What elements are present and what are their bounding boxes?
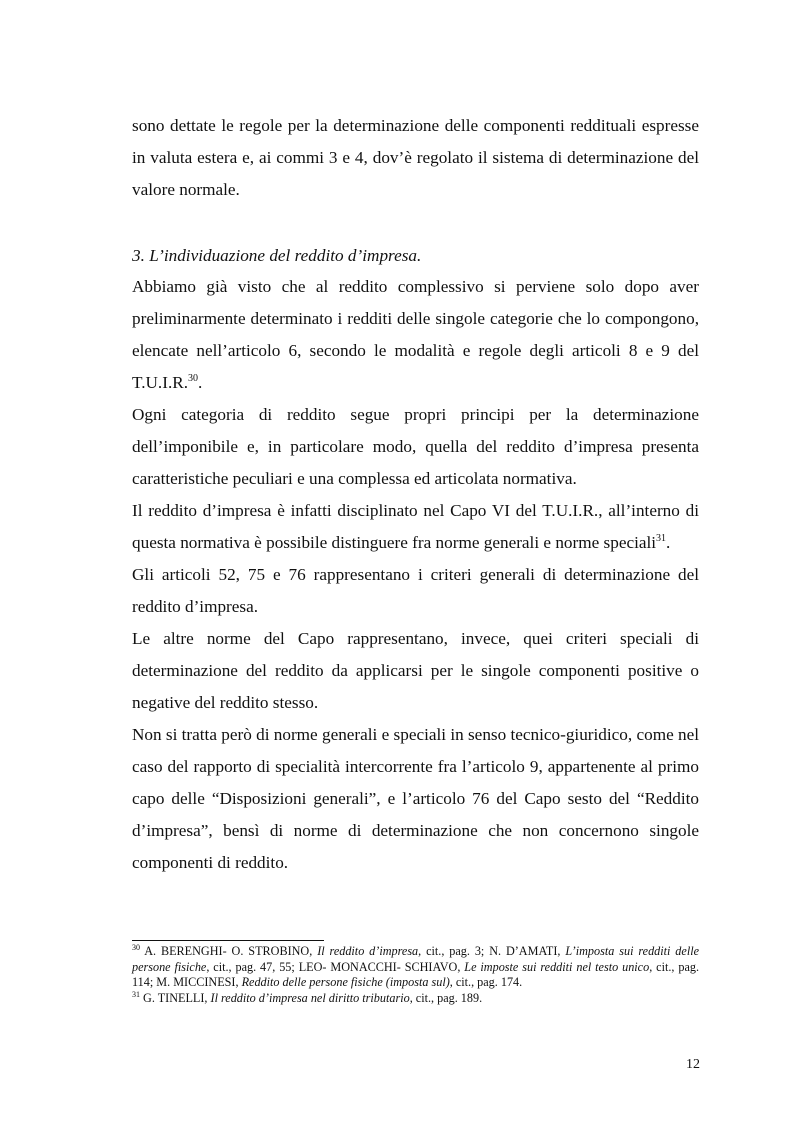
- section-heading: 3. L’individuazione del reddito d’impresa.: [132, 246, 422, 265]
- footnote-30-title-1: Il reddito d’impresa: [317, 944, 419, 958]
- footnote-30-number: 30: [132, 943, 140, 952]
- footnote-30-title-4: Reddito delle persone fisiche (imposta sul): [241, 975, 450, 989]
- footnote-30-author-1: A. BERENGHI- O. STROBINO,: [140, 944, 318, 958]
- footnote-30-author-4: , cit., pag. 114; M. MICCINESI,: [132, 959, 699, 989]
- footnote-31-title: Il reddito d’impresa nel diritto tributario: [210, 990, 410, 1005]
- footnote-30-author-3: , cit., pag. 47, 55; LEO- MONACCHI- SCHIAVO,: [206, 959, 465, 974]
- paragraph-1-text: Abbiamo già visto che al reddito complessivo si perviene solo dopo aver preliminarmente determinato i redditi delle singole categorie che lo compongono, elencate nell’articolo 6, secondo le modalità e regole degli articoli 8 e 9 del T.U.I.R.: [132, 277, 699, 392]
- paragraph-6: Non si tratta però di norme generali e speciali in senso tecnico-giuridico, come nel caso del rapporto di specialità intercorrente fra l’articolo 9, appartenente al primo capo delle “Disposizioni generali”, e l’articolo 76 del Capo sesto del “Reddito d’impresa”, bensì di norme di determinazione che non concernono singole componenti di reddito.: [132, 725, 699, 872]
- footnote-30-author-2: , cit., pag. 3; N. D’AMATI,: [418, 944, 566, 958]
- page-number: 12: [686, 1057, 700, 1072]
- paragraph-1-end: .: [198, 373, 203, 392]
- intro-text: sono dettate le regole per la determinazione delle componenti reddituali espresse in valuta estera e, ai commi 3 e 4, dov’è regolato il sistema di determinazione del valore normale.: [132, 116, 699, 199]
- footnote-ref-31[interactable]: 31: [656, 533, 667, 544]
- footnote-divider: [132, 940, 324, 941]
- footnote-30-title-2: L’imposta sui redditi delle persone fisiche: [132, 944, 699, 974]
- paragraph-3-end: .: [666, 533, 671, 552]
- paragraph-3: [132, 495, 699, 559]
- footnote-31: [132, 991, 699, 1007]
- footnote-ref-30[interactable]: 30: [188, 373, 199, 384]
- footnote-31-end: , cit., pag. 189.: [409, 990, 483, 1005]
- section-body: [132, 271, 699, 879]
- paragraph-3-text: Il reddito d’impresa è infatti disciplinato nel Capo VI del T.U.I.R., all’interno di questa normativa è possibile distinguere fra norme generali e norme speciali: [132, 501, 699, 552]
- footnotes: [132, 944, 699, 1006]
- footnote-30-title-3: Le imposte sui redditi nel testo unico: [464, 959, 650, 974]
- paragraph-1: [132, 271, 699, 399]
- footnote-31-number: 31: [132, 989, 140, 999]
- paragraph-2: Ogni categoria di reddito segue propri principi per la determinazione dell’imponibile e, in particolare modo, quella del reddito d’impresa presenta caratteristiche peculiari e una complessa ed articolata normativa.: [132, 405, 699, 488]
- paragraph-4: Gli articoli 52, 75 e 76 rappresentano i criteri generali di determinazione del reddito d’impresa.: [132, 565, 699, 616]
- paragraph-5: Le altre norme del Capo rappresentano, invece, quei criteri speciali di determinazione del reddito da applicarsi per le singole componenti positive o negative del reddito stesso.: [132, 629, 699, 712]
- footnote-31-author: G. TINELLI,: [140, 990, 211, 1005]
- footnote-30-end: , cit., pag. 174.: [449, 975, 523, 989]
- intro-paragraph: [132, 110, 699, 206]
- footnote-30: [132, 944, 699, 991]
